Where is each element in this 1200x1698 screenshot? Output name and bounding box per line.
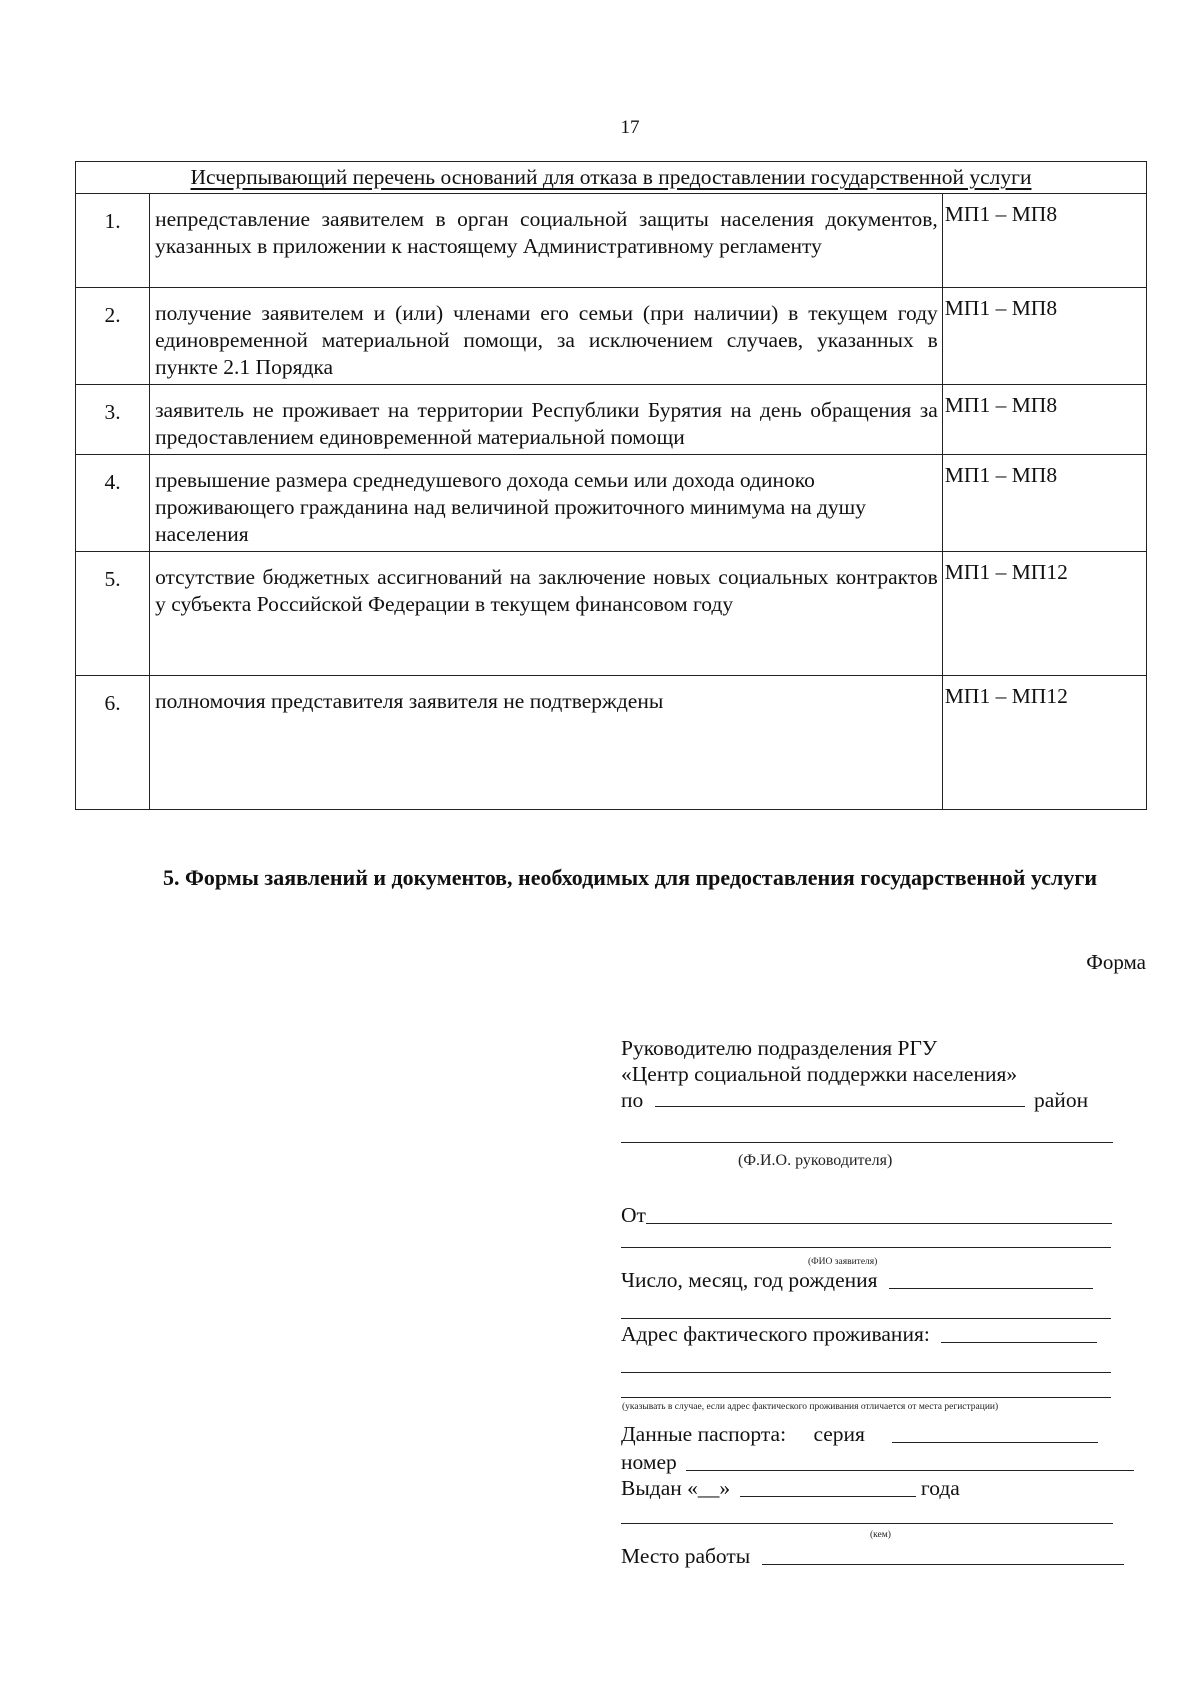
birth-date-field[interactable] <box>889 1268 1093 1289</box>
passport-label: Данные паспорта: <box>621 1422 787 1446</box>
district-field[interactable] <box>655 1106 1025 1107</box>
row-text: заявитель не проживает на территории Республики Бурятия на день обращения за предоставлением единовременной материальной помощи <box>150 385 943 455</box>
row-text: превышение размера среднедушевого дохода семьи или дохода одиноко проживающего гражданина над величиной прожиточного минимума на душу населения <box>150 455 943 552</box>
table-header-row <box>76 162 1147 194</box>
row-code: МП1 – МП8 <box>942 455 1146 552</box>
number-row <box>621 1450 1134 1475</box>
row-number: 1. <box>76 194 150 288</box>
row-text: полномочия представителя заявителя не подтверждены <box>150 676 943 810</box>
addressee-line-2: «Центр социальной поддержки населения» <box>621 1062 1018 1086</box>
applicant-name-field[interactable] <box>621 1247 1111 1248</box>
issued-row <box>621 1476 960 1501</box>
series-field[interactable] <box>892 1422 1098 1443</box>
work-field[interactable] <box>762 1544 1124 1565</box>
addressee-line-1: Руководителю подразделения РГУ <box>621 1036 938 1060</box>
page-number: 17 <box>620 117 640 138</box>
row-number: 6. <box>76 676 150 810</box>
birth-extra-field[interactable] <box>621 1318 1111 1319</box>
row-text: отсутствие бюджетных ассигнований на заключение новых социальных контрактов у субъекта Российской Федерации в текущем финансовом году <box>150 552 943 676</box>
address-label: Адрес фактического проживания: <box>621 1322 930 1346</box>
table-row <box>76 194 1147 288</box>
row-code: МП1 – МП12 <box>942 676 1146 810</box>
head-name-hint: (Ф.И.О. руководителя) <box>738 1152 893 1169</box>
issued-date-label: Выдан «__» <box>621 1476 731 1500</box>
row-code: МП1 – МП8 <box>942 288 1146 385</box>
po-label: по <box>621 1088 644 1112</box>
row-number: 5. <box>76 552 150 676</box>
row-text: непредставление заявителем в орган социальной защиты населения документов, указанных в приложении к настоящему Административному регламенту <box>150 194 943 288</box>
issued-by-hint: (кем) <box>870 1530 891 1540</box>
table-row <box>76 288 1147 385</box>
from-field[interactable] <box>646 1203 1112 1224</box>
refusal-grounds-table <box>75 161 1147 810</box>
issued-date-field[interactable] <box>740 1476 916 1497</box>
year-label: года <box>920 1476 960 1500</box>
head-name-field[interactable] <box>621 1142 1113 1143</box>
row-code: МП1 – МП8 <box>942 194 1146 288</box>
series-label: серия <box>813 1422 865 1446</box>
work-row <box>621 1544 1124 1569</box>
row-number: 4. <box>76 455 150 552</box>
table-header: Исчерпывающий перечень оснований для отказа в предоставлении государственной услуги <box>76 162 1147 194</box>
address-field-2[interactable] <box>621 1372 1111 1373</box>
row-code: МП1 – МП8 <box>942 385 1146 455</box>
address-row <box>621 1322 1097 1347</box>
issued-by-field[interactable] <box>621 1523 1113 1524</box>
number-label: номер <box>621 1450 677 1474</box>
address-field[interactable] <box>941 1322 1097 1343</box>
table-row <box>76 385 1147 455</box>
work-label: Место работы <box>621 1544 751 1568</box>
table-row <box>76 552 1147 676</box>
addressee-block <box>621 1035 1141 1113</box>
applicant-name-hint: (ФИО заявителя) <box>808 1257 878 1267</box>
from-row <box>621 1203 1112 1228</box>
section-title: 5. Формы заявлений и документов, необходимых для предоставления государственной услуги <box>162 865 1098 890</box>
row-code: МП1 – МП12 <box>942 552 1146 676</box>
district-line <box>621 1087 1141 1113</box>
form-label: Форма <box>1086 950 1146 974</box>
table-row <box>76 455 1147 552</box>
birth-row <box>621 1268 1093 1293</box>
table-row <box>76 676 1147 810</box>
row-text: получение заявителем и (или) членами его семьи (при наличии) в текущем году единовременной материальной помощи, за исключением случаев, указанных в пункте 2.1 Порядка <box>150 288 943 385</box>
from-label: От <box>621 1203 646 1227</box>
rayon-label: район <box>1034 1088 1089 1112</box>
number-field[interactable] <box>686 1450 1134 1471</box>
address-field-3[interactable] <box>621 1397 1111 1398</box>
birth-label: Число, месяц, год рождения <box>621 1268 878 1292</box>
address-hint: (указывать в случае, если адрес фактического проживания отличается от места регистрации) <box>622 1402 999 1412</box>
passport-row <box>621 1422 1147 1447</box>
row-number: 3. <box>76 385 150 455</box>
row-number: 2. <box>76 288 150 385</box>
